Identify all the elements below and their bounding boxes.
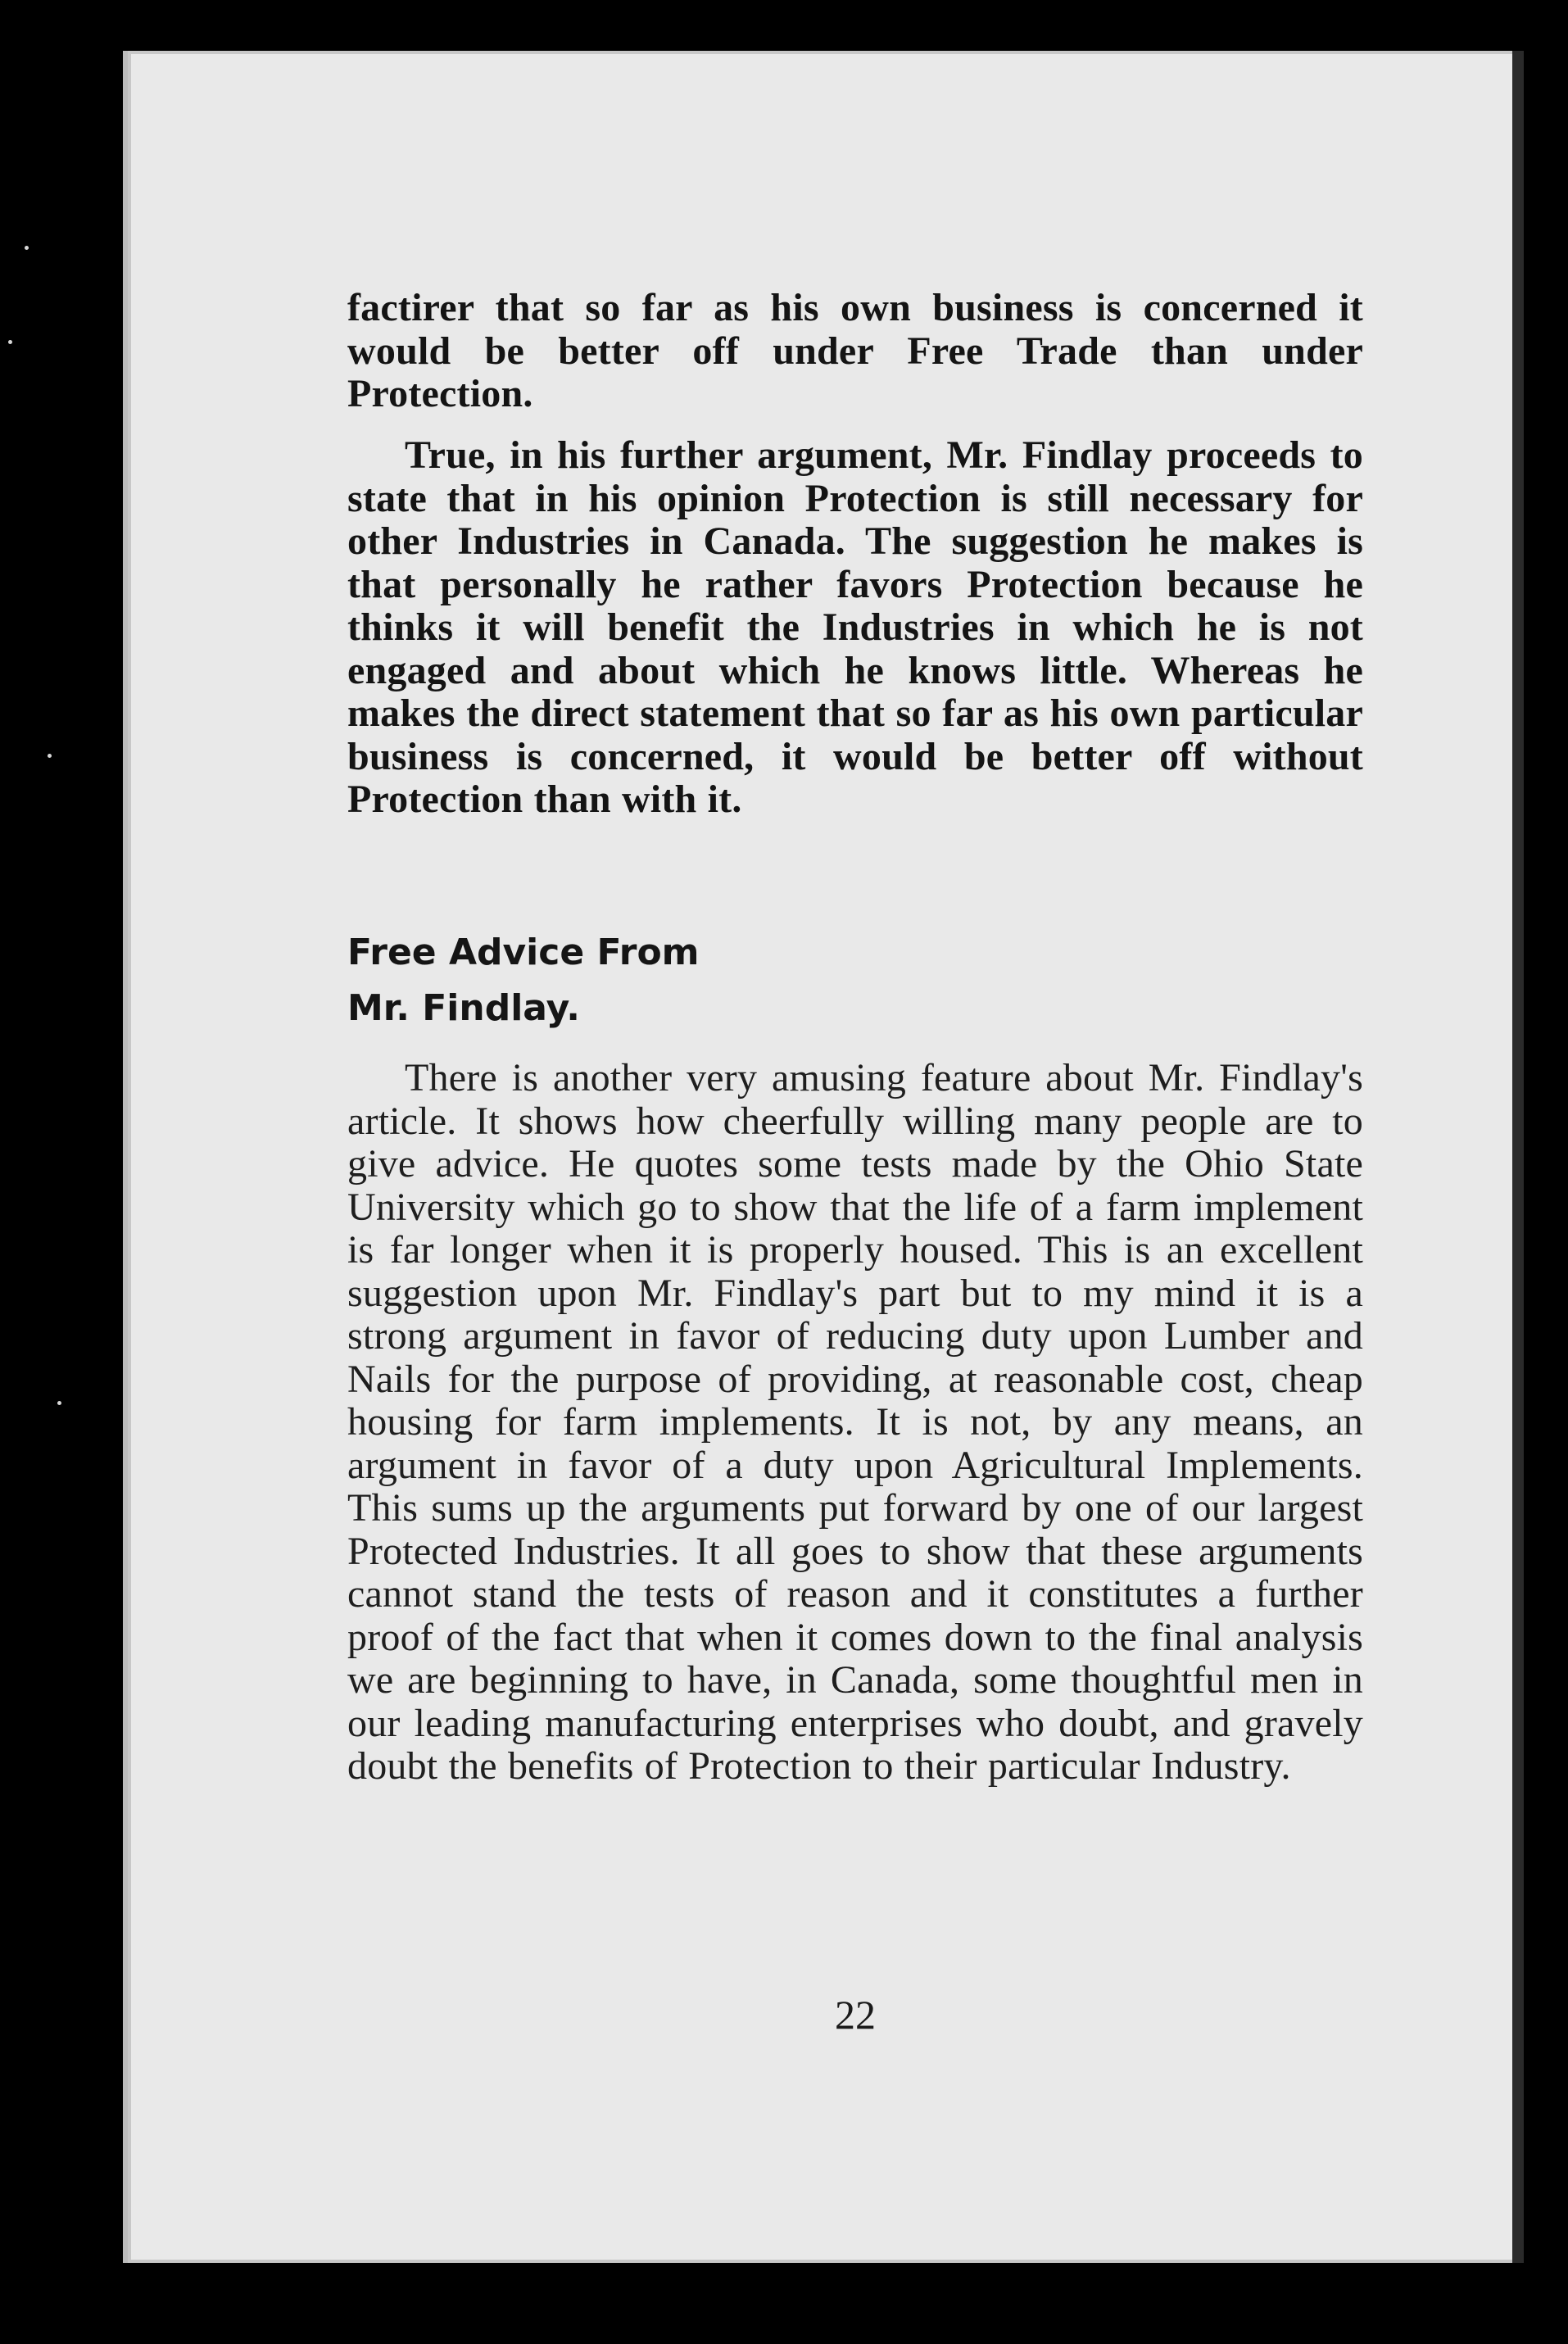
section-heading-line1: Free Advice From <box>347 932 700 973</box>
paragraph-protection-argument: True, in his further argument, Mr. Findlay proceeds to state that in his opinion Protection is still necessary for other Industries in Canada. The suggestion he makes is that personally he rather favors Protection because he thinks it will benefit the Industries in which he is not engaged and about which he knows little. Whereas he makes the direct statement that so far as his own particular business is concerned, it would be better off without Protection than with it. <box>347 433 1363 821</box>
scan-speck <box>8 340 12 344</box>
page-number: 22 <box>835 1992 876 2038</box>
paragraph-continued: factirer that so far as his own business is concerned it would be better off under Free Trade than under Protection. <box>347 286 1363 415</box>
section-heading-line2: Mr. Findlay. <box>347 987 580 1029</box>
scan-speck <box>57 1401 61 1405</box>
scan-speck <box>48 754 52 758</box>
paragraph-free-advice: There is another very amusing feature about Mr. Findlay's article. It shows how cheerfully willing many people are to give advice. He quotes some tests made by the Ohio State University which go to show that the life of a farm implement is far longer when it is properly housed. This is an excellent suggestion upon Mr. Findlay's part but to my mind it is a strong argument in favor of reducing duty upon Lumber and Nails for the purpose of providing, at reasonable cost, cheap housing for farm implements. It is not, by any means, an argument in favor of a duty upon Agricultural Implements. This sums up the arguments put forward by one of our largest Protected Industries. It all goes to show that these arguments cannot stand the tests of reason and it constitutes a further proof of the fact that when it comes down to the final analysis we are beginning to have, in Canada, some thoughtful men in our leading manufacturing enterprises who doubt, and gravely doubt the benefits of Protection to their particular Industry. <box>347 1056 1363 1788</box>
page-right-edge <box>1512 51 1524 2263</box>
scan-speck <box>25 246 29 250</box>
